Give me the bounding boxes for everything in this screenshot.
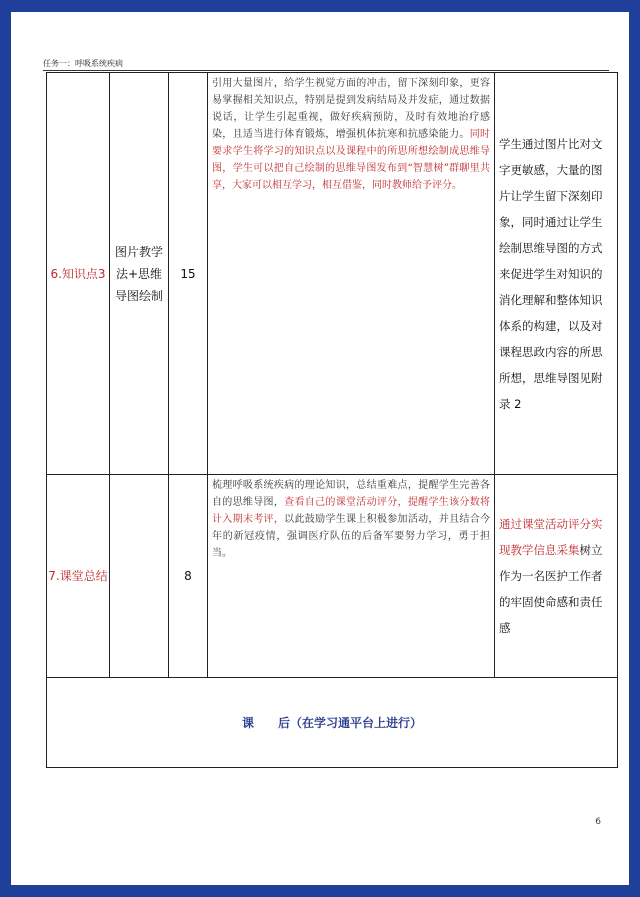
content-text: 引用大量图片，给学生视觉方面的冲击，留下深刻印象，更容易掌握相关知识点，特别是提到发病结局及并发症，通过数据说话，让学生引起重视，做好疾病预防，及时有效地治疗感染，且适当进行体育锻炼，增强机体抗寒和抗感染能力。 (212, 78, 490, 140)
content-text-tail: 以此鼓励学生课上积极参加活动，并且结合今年的新冠疫情，强调医疗队伍的后备军要努力学习，勇于担当。 (212, 514, 491, 559)
table-row (47, 73, 618, 475)
stage-cell: 7.课堂总结 (47, 475, 110, 678)
intent-highlight: 通过课堂活动评分实现教学信息采集 (499, 517, 603, 557)
stage-cell: 6.知识点3 (47, 73, 110, 475)
page-header: 任务一：呼吸系统疾病 (43, 59, 123, 68)
content-cell (208, 73, 495, 475)
content-highlight: 同时要求学生将学习的知识点以及课程中的所思所想绘制成思维导图，学生可以把自己绘制的思维导图发布到“智慧树”群聊里共享，大家可以相互学习，相互借鉴，同时教师给予评分。 (212, 129, 491, 191)
intent-cell: 学生通过图片比对文字更敏感，大量的图片让学生留下深刻印象，同时通过让学生绘制思维导图的方式来促进学生对知识的消化理解和整体知识体系的构建，以及对课程思政内容的所思所想，思维导图见附录 2 (495, 73, 618, 475)
time-cell: 15 (169, 73, 208, 475)
header-divider (43, 70, 609, 71)
document-page (11, 12, 629, 885)
after-class-heading: 课 后（在学习通平台上进行） (47, 678, 618, 768)
intent-cell (495, 475, 618, 678)
method-cell (110, 475, 169, 678)
page-number: 6 (595, 817, 601, 827)
intent-text: 树立作为一名医护工作者的牢固使命感和责任感 (499, 543, 603, 635)
content-highlight: 查看自己的课堂活动评分，提醒学生该分数将计入期末考评， (212, 497, 491, 525)
content-cell (208, 475, 495, 678)
table-row (47, 475, 618, 678)
content-text: 梳理呼吸系统疾病的理论知识，总结重难点，提醒学生完善各自的思维导图， (212, 480, 490, 508)
table-row (47, 678, 618, 768)
method-cell: 图片教学法+思维导图绘制 (110, 73, 169, 475)
lesson-plan-table (46, 72, 618, 768)
time-cell: 8 (169, 475, 208, 678)
